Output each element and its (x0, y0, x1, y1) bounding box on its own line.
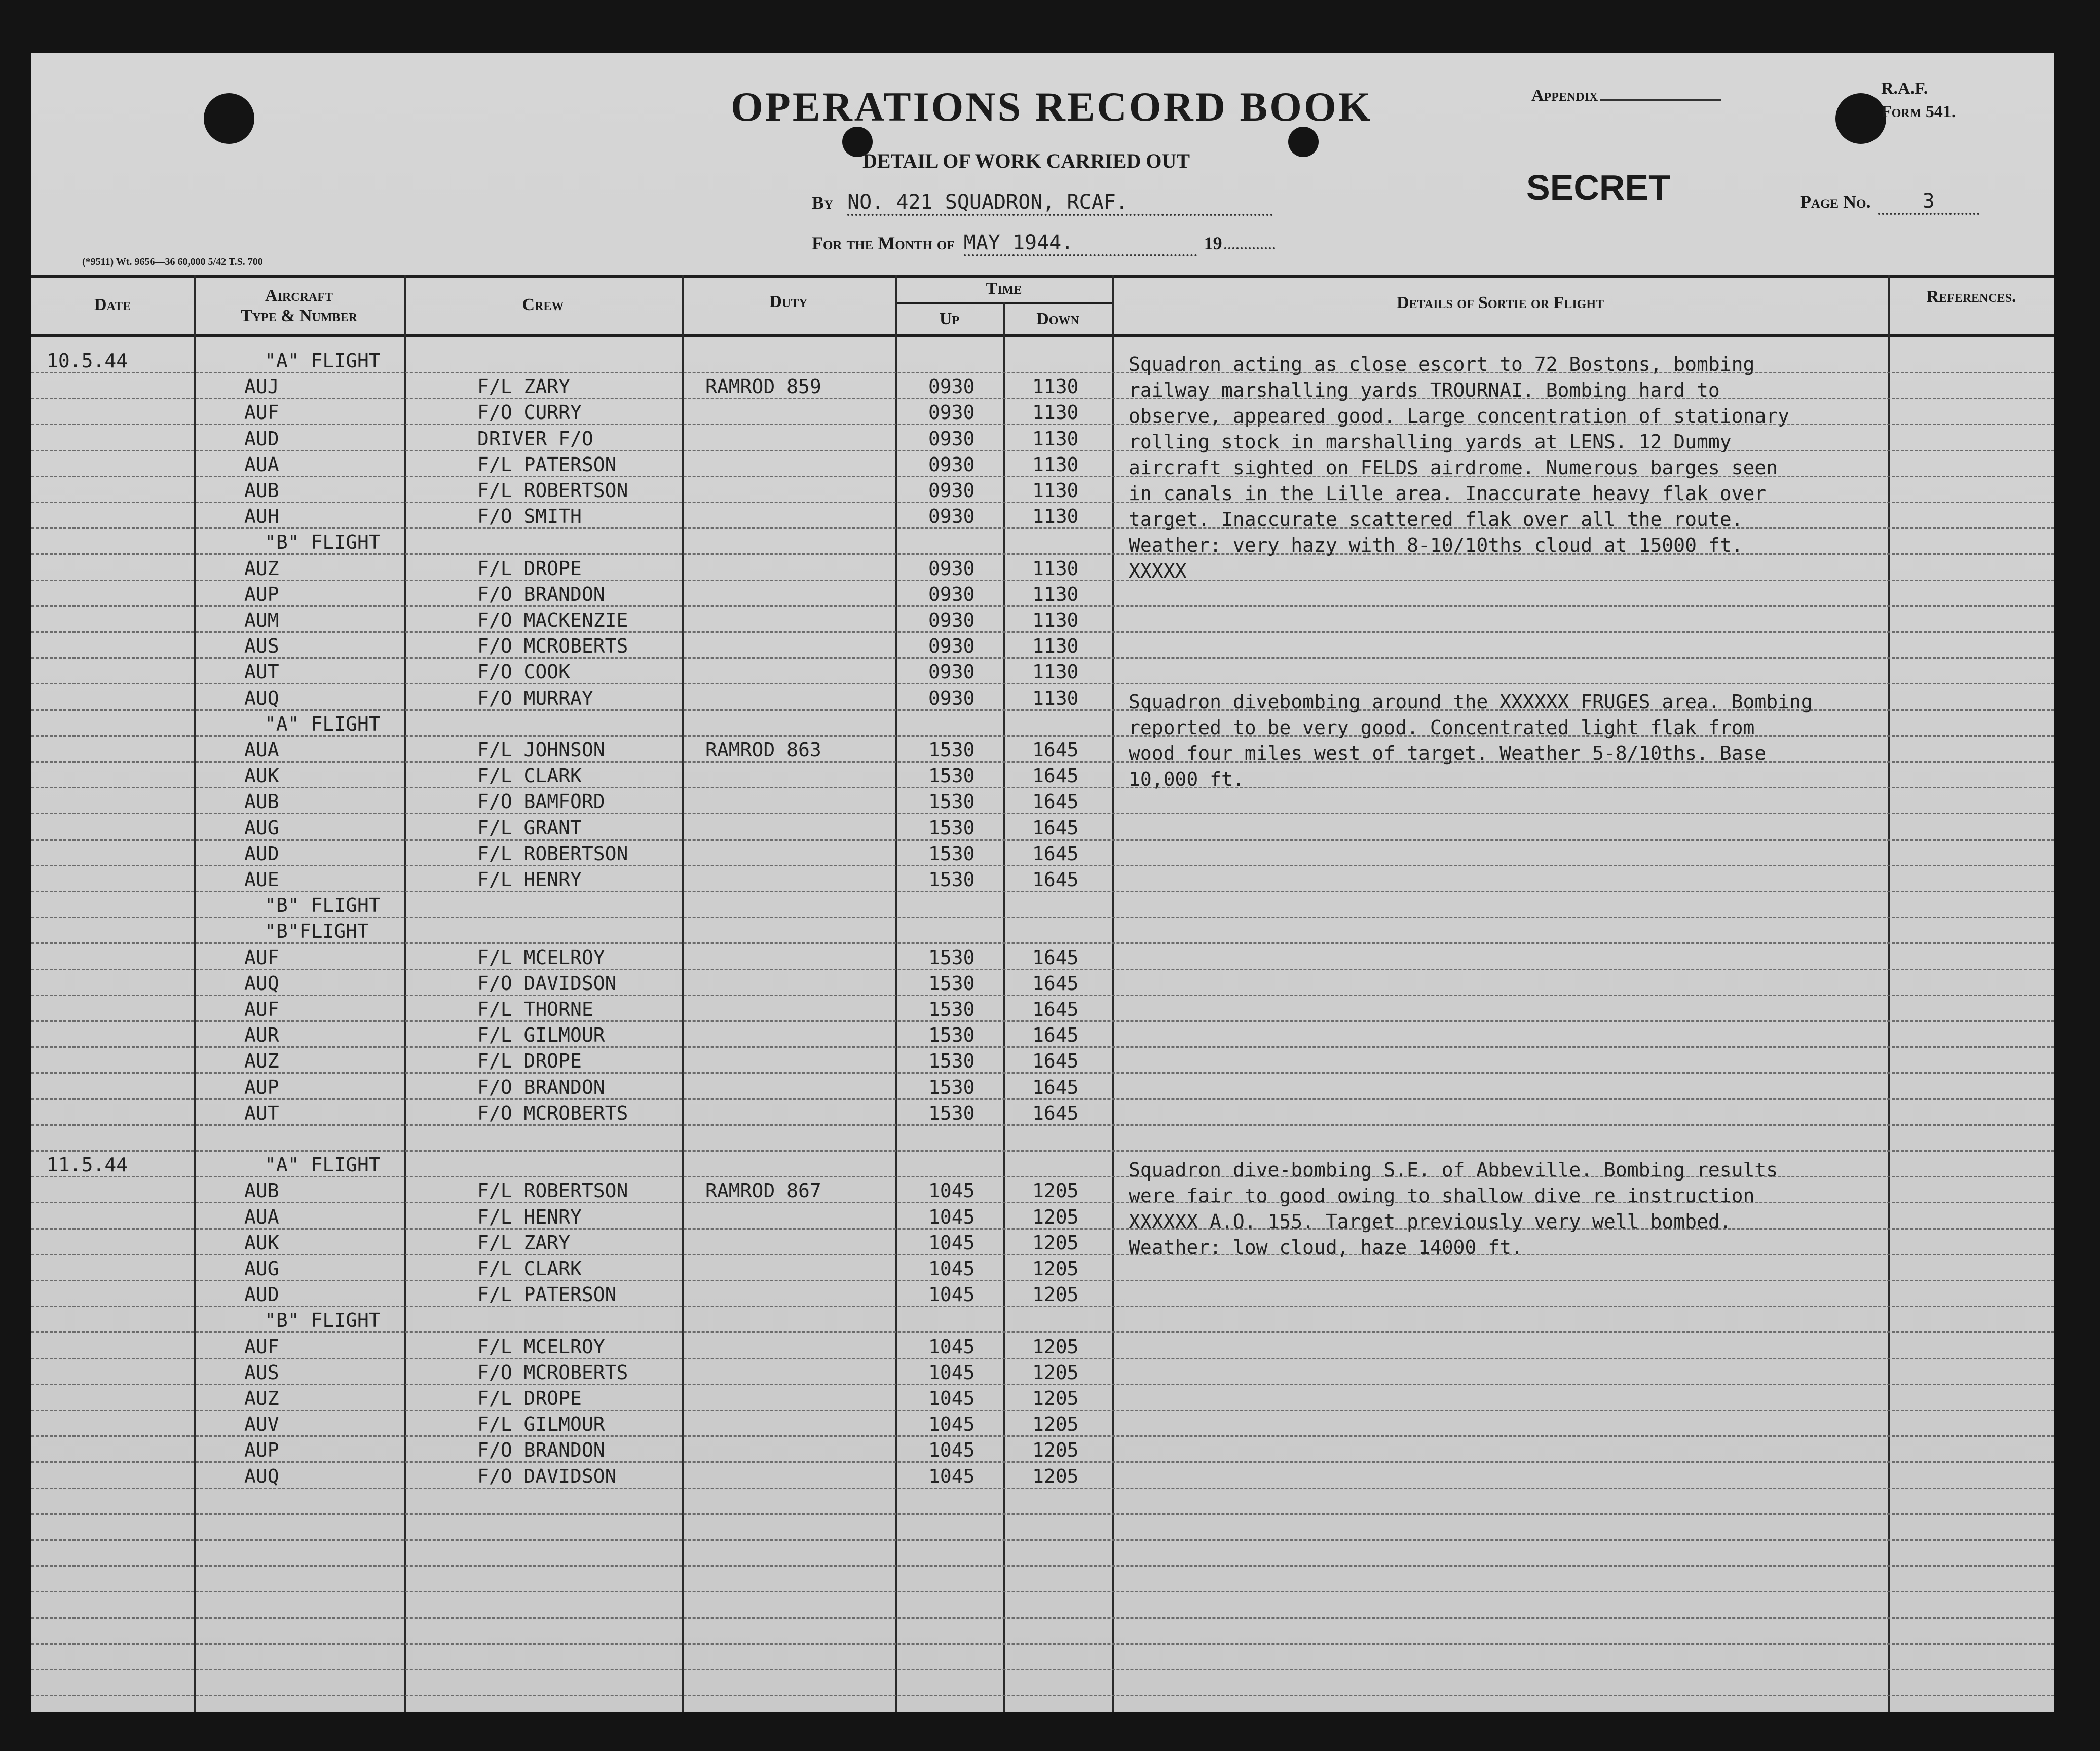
row-aircraft: AUS (244, 635, 279, 658)
row-time-down: 1645 (1032, 1076, 1079, 1098)
page-number-line (1800, 189, 1979, 215)
row-crew: F/L ROBERTSON (477, 479, 628, 502)
details-line: rolling stock in marshalling yards at LENS. 12 Dummy (1129, 431, 1732, 453)
ruled-line (31, 631, 2054, 633)
row-time-up: 1045 (928, 1231, 975, 1254)
col-divider (1003, 302, 1005, 1712)
row-time-down: 1130 (1032, 479, 1079, 502)
row-crew: F/L HENRY (477, 1205, 582, 1228)
ruled-line (31, 1617, 2054, 1619)
col-divider (404, 275, 406, 1712)
row-aircraft: "B" FLIGHT (265, 1309, 381, 1332)
ruled-line (31, 1046, 2054, 1048)
row-duty: RAMROD 863 (705, 739, 821, 761)
row-time-down: 1645 (1032, 765, 1079, 787)
form-line-2: Form 541. (1881, 102, 1956, 121)
row-time-up: 1530 (928, 842, 975, 865)
month-value: MAY 1944. (964, 231, 1197, 256)
col-header-references: References. (1926, 287, 2016, 306)
row-time-down: 1205 (1032, 1335, 1079, 1358)
details-line: observe, appeared good. Large concentration of stationary (1129, 405, 1790, 427)
row-time-down: 1130 (1032, 583, 1079, 605)
month-line (812, 231, 1275, 256)
ruled-line (31, 839, 2054, 841)
row-time-up: 1045 (928, 1413, 975, 1436)
table-top-rule (31, 275, 2054, 278)
col-header-aircraft-line2: Type & Number (241, 307, 357, 325)
row-crew: DRIVER F/O (477, 427, 593, 450)
row-crew: F/L ZARY (477, 375, 571, 398)
row-aircraft: AUK (244, 765, 279, 787)
row-crew: F/L DROPE (477, 557, 582, 580)
details-line: Weather: low cloud, haze 14000 ft. (1129, 1236, 1523, 1259)
row-crew: F/L DROPE (477, 1387, 582, 1410)
row-time-up: 1530 (928, 1101, 975, 1124)
row-aircraft: AUR (244, 1024, 279, 1047)
row-aircraft: AUF (244, 946, 279, 969)
ruled-line (31, 1669, 2054, 1670)
row-crew: F/O DAVIDSON (477, 972, 617, 995)
row-crew: F/L ZARY (477, 1231, 571, 1254)
row-aircraft: AUD (244, 842, 279, 865)
row-crew: F/O BRANDON (477, 583, 605, 605)
row-time-up: 0930 (928, 453, 975, 476)
row-time-down: 1130 (1032, 375, 1079, 398)
row-crew: F/O SMITH (477, 505, 582, 528)
row-time-down: 1130 (1032, 609, 1079, 631)
row-crew: F/L GILMOUR (477, 1024, 605, 1047)
ruled-line (31, 1331, 2054, 1333)
row-time-up: 0930 (928, 635, 975, 658)
row-aircraft: AUZ (244, 1050, 279, 1073)
row-time-down: 1205 (1032, 1231, 1079, 1254)
row-aircraft: AUA (244, 1205, 279, 1228)
col-divider (194, 275, 196, 1712)
row-crew: F/O MCROBERTS (477, 1361, 628, 1384)
row-time-up: 1530 (928, 998, 975, 1020)
row-crew: F/O BAMFORD (477, 790, 605, 813)
row-time-up: 1045 (928, 1387, 975, 1410)
row-time-up: 1530 (928, 946, 975, 969)
row-time-down: 1645 (1032, 842, 1079, 865)
row-time-up: 0930 (928, 583, 975, 605)
row-time-down: 1130 (1032, 505, 1079, 528)
details-line: target. Inaccurate scattered flak over all the route. (1129, 508, 1743, 530)
row-crew: F/O MCROBERTS (477, 1101, 628, 1124)
sortie-details-1 (1129, 352, 1789, 584)
details-line: Weather: very hazy with 8-10/10ths cloud at 15000 ft. (1129, 534, 1743, 556)
row-aircraft: AUZ (244, 1387, 279, 1410)
row-aircraft: "B" FLIGHT (265, 894, 381, 917)
row-aircraft: "B" FLIGHT (265, 531, 381, 554)
printer-code: (*9511) Wt. 9656—36 60,000 5/42 T.S. 700 (82, 256, 263, 268)
col-header-down: Down (1036, 310, 1079, 328)
row-time-down: 1130 (1032, 453, 1079, 476)
ruled-line (31, 865, 2054, 866)
row-date: 10.5.44 (47, 350, 128, 372)
ruled-line (31, 657, 2054, 659)
row-aircraft: AUE (244, 868, 279, 891)
ruled-line (31, 969, 2054, 970)
row-aircraft: AUF (244, 1335, 279, 1358)
details-line: XXXXXX A.O. 155. Target previously very well bombed. (1129, 1210, 1732, 1233)
row-aircraft: "B"FLIGHT (265, 920, 369, 943)
col-divider (1112, 275, 1114, 1712)
row-time-up: 1045 (928, 1361, 975, 1384)
row-aircraft: "A" FLIGHT (265, 712, 381, 735)
row-crew: F/L GRANT (477, 816, 582, 839)
row-time-up: 0930 (928, 479, 975, 502)
details-line: Squadron divebombing around the XXXXXX FRUGES area. Bombing (1129, 691, 1813, 713)
row-crew: F/L ROBERTSON (477, 1179, 628, 1202)
row-time-up: 0930 (928, 427, 975, 450)
row-time-down: 1645 (1032, 1101, 1079, 1124)
ruled-line (31, 683, 2054, 684)
row-aircraft: AUD (244, 1283, 279, 1306)
row-time-down: 1205 (1032, 1283, 1079, 1306)
page-subtitle: DETAIL OF WORK CARRIED OUT (863, 149, 1190, 172)
row-time-down: 1205 (1032, 1258, 1079, 1280)
details-line: reported to be very good. Concentrated light flak from (1129, 716, 1755, 739)
details-line: XXXXX (1129, 560, 1187, 582)
row-aircraft: AUD (244, 427, 279, 450)
page-value: 3 (1878, 189, 1979, 215)
row-time-down: 1645 (1032, 739, 1079, 761)
row-crew: F/L HENRY (477, 868, 582, 891)
row-time-up: 1530 (928, 816, 975, 839)
row-aircraft: AUB (244, 1179, 279, 1202)
col-header-aircraft-line1: Aircraft (265, 286, 333, 305)
row-aircraft: AUP (244, 1076, 279, 1098)
col-header-aircraft (194, 286, 404, 326)
row-aircraft: AUF (244, 401, 279, 424)
row-duty: RAMROD 859 (705, 375, 821, 398)
row-aircraft: AUF (244, 998, 279, 1020)
row-aircraft: AUP (244, 1439, 279, 1462)
row-crew: F/L MCELROY (477, 946, 605, 969)
row-time-down: 1205 (1032, 1439, 1079, 1462)
ruled-line (31, 1150, 2054, 1152)
ruled-line (31, 1280, 2054, 1281)
details-line: 10,000 ft. (1129, 768, 1245, 790)
secret-stamp: SECRET (1526, 168, 1670, 207)
punch-hole (204, 93, 254, 144)
row-time-down: 1130 (1032, 661, 1079, 683)
details-line: were fair to good owing to shallow dive re instruction (1129, 1185, 1755, 1207)
ruled-line (31, 891, 2054, 892)
ruled-line (31, 1098, 2054, 1100)
row-aircraft: AUQ (244, 1465, 279, 1488)
row-crew: F/O BRANDON (477, 1076, 605, 1098)
month-label: For the Month of (812, 233, 955, 253)
sortie-details-2 (1129, 689, 1813, 792)
row-time-up: 0930 (928, 557, 975, 580)
row-time-up: 0930 (928, 661, 975, 683)
row-time-down: 1645 (1032, 1024, 1079, 1047)
details-line: in canals in the Lille area. Inaccurate heavy flak over (1129, 482, 1767, 505)
page-title: OPERATIONS RECORD BOOK (731, 84, 1373, 130)
row-aircraft: AUB (244, 479, 279, 502)
row-aircraft: AUQ (244, 972, 279, 995)
ruled-line (31, 1020, 2054, 1022)
row-time-down: 1130 (1032, 401, 1079, 424)
row-time-down: 1205 (1032, 1413, 1079, 1436)
ruled-line (31, 605, 2054, 607)
row-crew: F/L DROPE (477, 1050, 582, 1073)
row-crew: F/O MCROBERTS (477, 635, 628, 658)
row-aircraft: "A" FLIGHT (265, 1154, 381, 1176)
ruled-line (31, 1539, 2054, 1541)
ruled-line (31, 813, 2054, 814)
row-crew: F/O MACKENZIE (477, 609, 628, 631)
details-line: Squadron acting as close escort to 72 Bostons, bombing (1129, 353, 1755, 375)
row-time-up: 1045 (928, 1179, 975, 1202)
ruled-line (31, 1435, 2054, 1437)
row-aircraft: AUZ (244, 557, 279, 580)
ruled-line (31, 1072, 2054, 1074)
year-blank (1224, 247, 1275, 249)
row-time-down: 1130 (1032, 687, 1079, 709)
row-crew: F/O BRANDON (477, 1439, 605, 1462)
row-aircraft: AUT (244, 661, 279, 683)
row-crew: F/L GILMOUR (477, 1413, 605, 1436)
ruled-line (31, 1358, 2054, 1359)
header-bottom-rule (31, 334, 2054, 337)
col-header-details: Details of Sortie or Flight (1396, 293, 1604, 312)
appendix-line (1531, 86, 1721, 105)
row-time-down: 1130 (1032, 635, 1079, 658)
row-time-down: 1205 (1032, 1465, 1079, 1488)
row-crew: F/L PATERSON (477, 453, 617, 476)
row-aircraft: AUH (244, 505, 279, 528)
row-crew: F/O CURRY (477, 401, 582, 424)
ruled-line (31, 995, 2054, 996)
row-time-down: 1205 (1032, 1179, 1079, 1202)
row-aircraft: "A" FLIGHT (265, 350, 381, 372)
row-crew: F/O COOK (477, 661, 571, 683)
row-time-down: 1130 (1032, 427, 1079, 450)
row-time-up: 1045 (928, 1335, 975, 1358)
row-crew: F/L JOHNSON (477, 739, 605, 761)
col-divider (682, 275, 684, 1712)
row-time-up: 1530 (928, 972, 975, 995)
punch-hole (1288, 127, 1319, 157)
row-time-up: 0930 (928, 505, 975, 528)
row-crew: F/O DAVIDSON (477, 1465, 617, 1488)
row-time-up: 1530 (928, 765, 975, 787)
ruled-line (31, 1513, 2054, 1515)
row-aircraft: AUA (244, 739, 279, 761)
ruled-line (31, 1461, 2054, 1463)
row-time-down: 1205 (1032, 1361, 1079, 1384)
row-crew: F/L ROBERTSON (477, 842, 628, 865)
row-crew: F/L MCELROY (477, 1335, 605, 1358)
row-time-up: 1530 (928, 790, 975, 813)
row-aircraft: AUM (244, 609, 279, 631)
details-line: Squadron dive-bombing S.E. of Abbeville. Bombing results (1129, 1159, 1778, 1181)
row-aircraft: AUA (244, 453, 279, 476)
row-time-up: 1530 (928, 1076, 975, 1098)
row-time-up: 1045 (928, 1258, 975, 1280)
row-duty: RAMROD 867 (705, 1179, 821, 1202)
appendix-label: Appendix (1531, 86, 1598, 105)
row-time-up: 1045 (928, 1283, 975, 1306)
row-time-down: 1645 (1032, 972, 1079, 995)
row-time-down: 1645 (1032, 1050, 1079, 1073)
row-time-up: 1530 (928, 1024, 975, 1047)
row-time-down: 1205 (1032, 1387, 1079, 1410)
row-time-down: 1645 (1032, 868, 1079, 891)
col-header-duty: Duty (769, 292, 808, 311)
appendix-blank (1600, 99, 1721, 101)
ruled-line (31, 1565, 2054, 1567)
row-time-down: 1645 (1032, 998, 1079, 1020)
row-time-down: 1645 (1032, 790, 1079, 813)
record-table (31, 275, 2054, 1712)
row-time-up: 0930 (928, 609, 975, 631)
row-aircraft: AUV (244, 1413, 279, 1436)
row-aircraft: AUJ (244, 375, 279, 398)
row-time-up: 0930 (928, 687, 975, 709)
squadron-line (812, 191, 1273, 216)
row-crew: F/L CLARK (477, 1258, 582, 1280)
details-line: railway marshalling yards TROURNAI. Bombing hard to (1129, 379, 1720, 401)
ruled-line (31, 917, 2054, 918)
punch-hole (1835, 93, 1886, 144)
row-aircraft: AUG (244, 1258, 279, 1280)
page-label: Page No. (1800, 192, 1871, 212)
form-number (1881, 77, 1956, 124)
record-sheet (31, 53, 2054, 1712)
ruled-line (31, 1643, 2054, 1645)
by-label: By (812, 193, 834, 213)
row-crew: F/L PATERSON (477, 1283, 617, 1306)
row-crew: F/L CLARK (477, 765, 582, 787)
year-suffix: 19 (1204, 233, 1222, 253)
row-time-up: 1530 (928, 739, 975, 761)
row-time-down: 1205 (1032, 1205, 1079, 1228)
ruled-line (31, 1410, 2054, 1411)
row-time-up: 0930 (928, 375, 975, 398)
row-aircraft: AUP (244, 583, 279, 605)
details-line: aircraft sighted on FELDS airdrome. Numerous barges seen (1129, 456, 1778, 479)
sortie-details-3 (1129, 1157, 1778, 1261)
col-divider (1888, 275, 1890, 1712)
row-time-down: 1645 (1032, 946, 1079, 969)
form-line-1: R.A.F. (1881, 79, 1928, 98)
ruled-line (31, 1384, 2054, 1385)
row-time-down: 1130 (1032, 557, 1079, 580)
row-aircraft: AUB (244, 790, 279, 813)
row-time-up: 1045 (928, 1465, 975, 1488)
row-aircraft: AUK (244, 1231, 279, 1254)
ruled-line (31, 1695, 2054, 1696)
squadron-value: NO. 421 SQUADRON, RCAF. (847, 191, 1273, 216)
col-header-crew: Crew (522, 295, 564, 314)
ruled-line (31, 1488, 2054, 1489)
row-time-up: 1530 (928, 1050, 975, 1073)
row-time-down: 1645 (1032, 816, 1079, 839)
ruled-line (31, 1124, 2054, 1126)
ruled-line (31, 942, 2054, 944)
ruled-line (31, 1306, 2054, 1307)
row-time-up: 1045 (928, 1439, 975, 1462)
row-time-up: 0930 (928, 401, 975, 424)
row-aircraft: AUQ (244, 687, 279, 709)
row-crew: F/O MURRAY (477, 687, 593, 709)
col-header-up: Up (939, 310, 960, 328)
row-time-up: 1530 (928, 868, 975, 891)
row-aircraft: AUS (244, 1361, 279, 1384)
col-header-time: Time (986, 279, 1022, 298)
row-crew: F/L THORNE (477, 998, 593, 1020)
col-divider (895, 275, 897, 1712)
row-aircraft: AUG (244, 816, 279, 839)
ruled-line (31, 1591, 2054, 1592)
row-aircraft: AUT (244, 1101, 279, 1124)
row-time-up: 1045 (928, 1205, 975, 1228)
details-line: wood four miles west of target. Weather 5-8/10ths. Base (1129, 742, 1767, 765)
row-date: 11.5.44 (47, 1154, 128, 1176)
col-header-date: Date (94, 295, 131, 314)
